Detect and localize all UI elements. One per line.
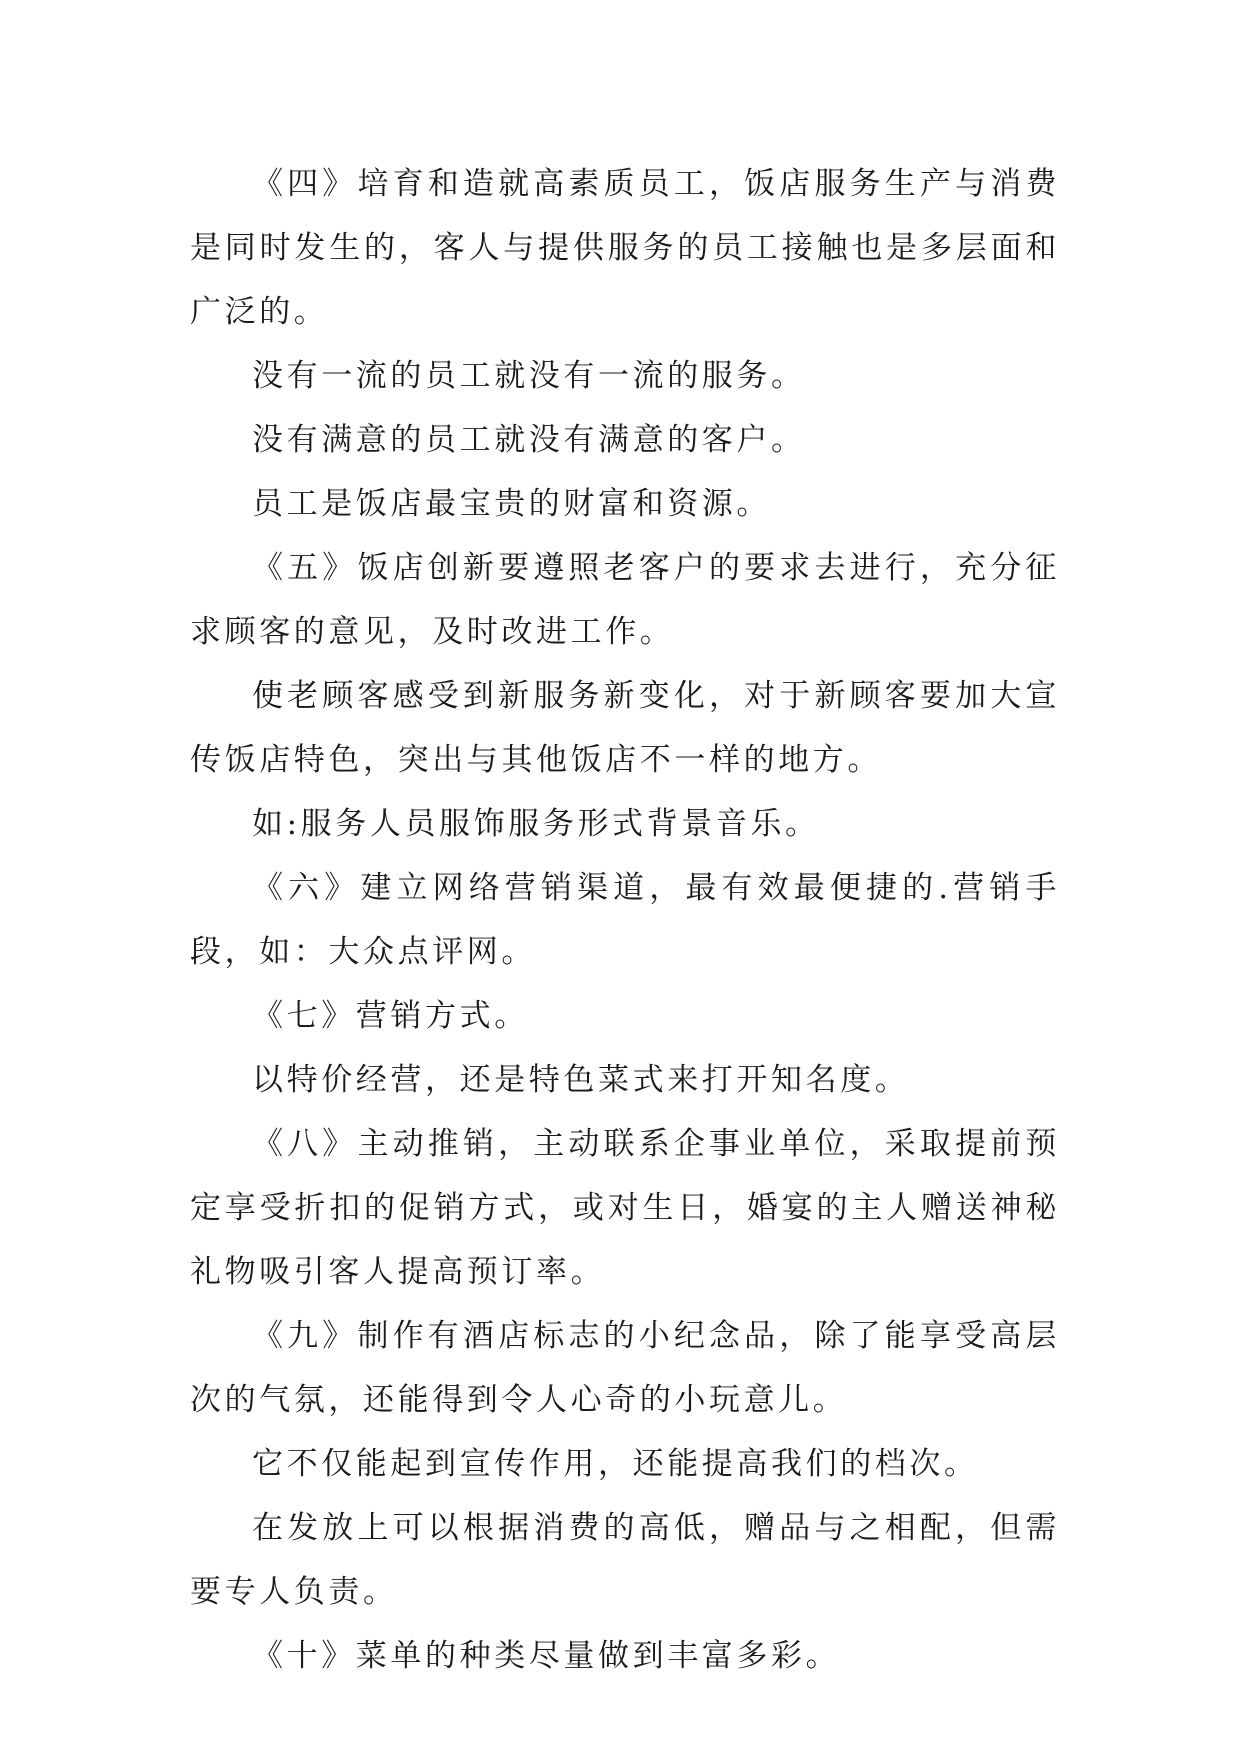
document-page <box>190 152 1060 1688</box>
paragraph-new-service: 使老顾客感受到新服务新变化，对于新顾客要加大宣传饭店特色，突出与其他饭店不一样的地方。 <box>190 678 1060 778</box>
paragraph-gift-distribution: 在发放上可以根据消费的高低，赠品与之相配，但需要专人负责。 <box>190 1510 1060 1610</box>
paragraph-satisfied-staff: 没有满意的员工就没有满意的客户。 <box>252 422 806 458</box>
paragraph-6-online-marketing: 《六》建立网络营销渠道，最有效最便捷的.营销手段，如：大众点评网。 <box>190 870 1060 970</box>
paragraph-4-staff: 《四》培育和造就高素质员工，饭店服务生产与消费是同时发生的，客人与提供服务的员工接触也是多层面和广泛的。 <box>190 166 1060 330</box>
paragraph-example-music: 如:服务人员服饰服务形式背景音乐。 <box>252 806 820 842</box>
paragraph-10-menu: 《十》菜单的种类尽量做到丰富多彩。 <box>252 1638 841 1674</box>
paragraph-first-class-staff: 没有一流的员工就没有一流的服务。 <box>252 358 806 394</box>
paragraph-8-active-sales: 《八》主动推销，主动联系企事业单位，采取提前预定享受折扣的促销方式，或对生日，婚宴的主人赠送神秘礼物吸引客人提高预订率。 <box>190 1126 1060 1290</box>
paragraph-7-marketing-method: 《七》营销方式。 <box>252 998 529 1034</box>
paragraph-staff-wealth: 员工是饭店最宝贵的财富和资源。 <box>252 486 771 522</box>
paragraph-promotion-effect: 它不仅能起到宣传作用，还能提高我们的档次。 <box>252 1446 979 1482</box>
paragraph-5-innovation: 《五》饭店创新要遵照老客户的要求去进行，充分征求顾客的意见，及时改进工作。 <box>190 550 1060 650</box>
paragraph-9-souvenirs: 《九》制作有酒店标志的小纪念品，除了能享受高层次的气氛，还能得到令人心奇的小玩意儿。 <box>190 1318 1060 1418</box>
paragraph-special-price: 以特价经营，还是特色菜式来打开知名度。 <box>252 1062 910 1098</box>
